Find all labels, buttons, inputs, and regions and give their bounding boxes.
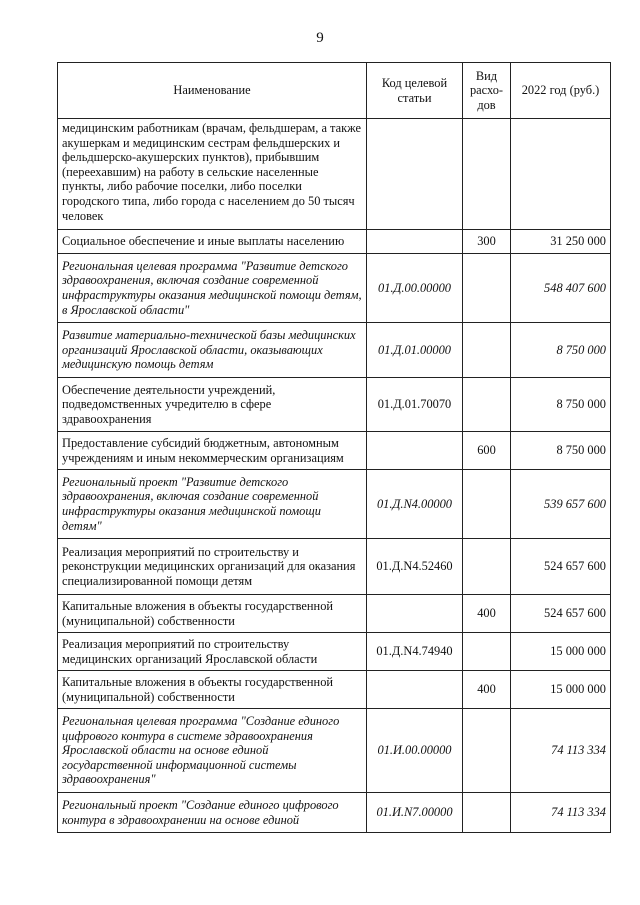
row-amount: 74 113 334 [511,793,611,833]
row-name: Предоставление субсидий бюджетным, автономным учреждениям и иным некоммерческим организациям [58,432,367,470]
row-name: Реализация мероприятий по строительству и реконструкции медицинских организаций для оказания специализированной помощи детям [58,539,367,595]
row-name: Региональная целевая программа "Создание единого цифрового контура в системе здравоохранения Ярославской области на основе единой государственной информационной системы здравоохранения" [58,709,367,793]
row-name: Региональный проект "Развитие детского здравоохранения, включая создание современной инфраструктуры оказания медицинской помощи детям" [58,470,367,539]
table-row [58,323,611,378]
row-code [367,595,463,633]
table-row [58,671,611,709]
row-code [367,432,463,470]
table-row [58,470,611,539]
row-name: Региональный проект "Создание единого цифрового контура в здравоохранении на основе единой [58,793,367,833]
row-code [367,119,463,230]
row-code [367,671,463,709]
row-amount: 15 000 000 [511,671,611,709]
row-code: 01.Д.01.70070 [367,378,463,432]
row-name: Региональная целевая программа "Развитие детского здравоохранения, включая создание современной инфраструктуры оказания медицинской помощи детям, в Ярославской области" [58,254,367,323]
row-name: Социальное обеспечение и иные выплаты населению [58,230,367,254]
row-kind [463,793,511,833]
row-kind [463,470,511,539]
table-row [58,793,611,833]
row-kind [463,633,511,671]
row-code: 01.Д.N4.74940 [367,633,463,671]
row-amount: 8 750 000 [511,378,611,432]
row-kind [463,254,511,323]
row-code: 01.Д.00.00000 [367,254,463,323]
row-name: медицинским работникам (врачам, фельдшерам, а также акушеркам и медицинским сестрам фельдшерских и фельдшерско-акушерских пунктов), прибывшим (переехавшим) на работу в сельские населенные пункты, либо рабочие поселки, либо поселки городского типа, либо города с населением до 50 тысяч человек [58,119,367,230]
row-amount: 8 750 000 [511,323,611,378]
row-code: 01.Д.01.00000 [367,323,463,378]
row-code [367,230,463,254]
budget-table [57,62,611,833]
header-code: Код целевой статьи [367,63,463,119]
row-kind: 300 [463,230,511,254]
row-kind [463,119,511,230]
row-amount: 31 250 000 [511,230,611,254]
row-kind [463,323,511,378]
page-number: 9 [316,30,324,46]
table-row [58,230,611,254]
header-amount: 2022 год (руб.) [511,63,611,119]
table-row [58,432,611,470]
row-amount: 15 000 000 [511,633,611,671]
row-amount: 524 657 600 [511,539,611,595]
row-kind [463,709,511,793]
row-name: Обеспечение деятельности учреждений, подведомственных учредителю в сфере здравоохранения [58,378,367,432]
row-kind [463,378,511,432]
row-code: 01.И.00.00000 [367,709,463,793]
table-row [58,633,611,671]
row-amount: 74 113 334 [511,709,611,793]
row-kind [463,539,511,595]
table-header-row [58,63,611,119]
header-name: Наименование [58,63,367,119]
table-row [58,378,611,432]
table-row [58,539,611,595]
row-kind: 400 [463,595,511,633]
table-row [58,119,611,230]
row-amount: 548 407 600 [511,254,611,323]
row-name: Реализация мероприятий по строительству медицинских организаций Ярославской области [58,633,367,671]
table-row [58,595,611,633]
table-row [58,709,611,793]
table-row [58,254,611,323]
row-name: Развитие материально-технической базы медицинских организаций Ярославской области, оказывающих медицинскую помощь детям [58,323,367,378]
row-code: 01.Д.N4.00000 [367,470,463,539]
row-name: Капитальные вложения в объекты государственной (муниципальной) собственности [58,671,367,709]
row-amount [511,119,611,230]
row-kind: 600 [463,432,511,470]
row-amount: 524 657 600 [511,595,611,633]
row-name: Капитальные вложения в объекты государственной (муниципальной) собственности [58,595,367,633]
row-code: 01.И.N7.00000 [367,793,463,833]
row-amount: 539 657 600 [511,470,611,539]
row-amount: 8 750 000 [511,432,611,470]
row-code: 01.Д.N4.52460 [367,539,463,595]
row-kind: 400 [463,671,511,709]
header-kind: Вид расхо-дов [463,63,511,119]
